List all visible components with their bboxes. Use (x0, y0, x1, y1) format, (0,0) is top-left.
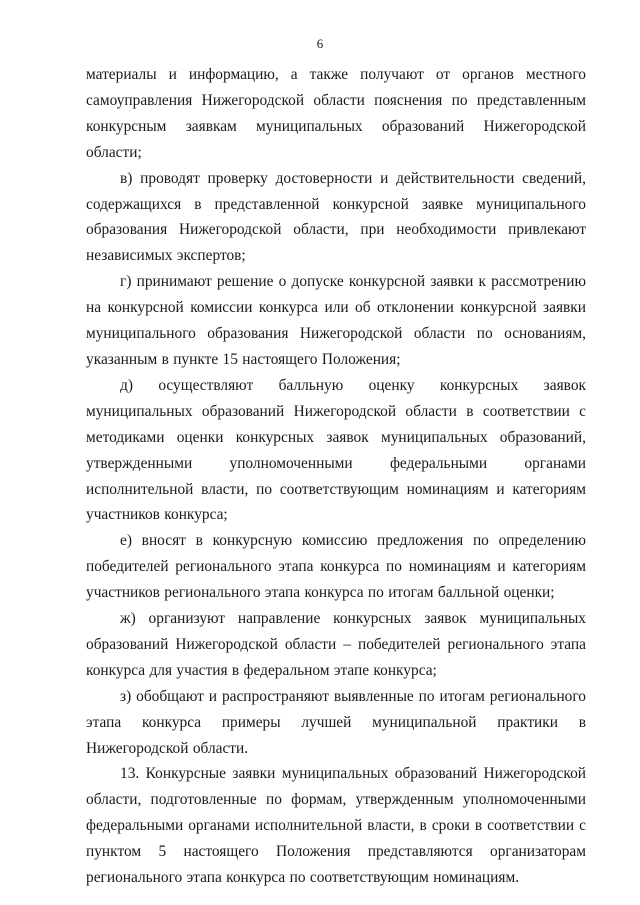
paragraph: материалы и информацию, а также получают от органов местного самоуправления Нижегородской области пояснения по представленным конкурсным заявкам муниципальных образований Нижегородской области; (86, 66, 586, 161)
paragraph: ж) организуют направление конкурсных заявок муниципальных образований Нижегородской области – победителей регионального этапа конкурса для участия в федеральном этапе конкурса; (86, 610, 586, 679)
document-body (86, 62, 586, 891)
paragraph: 13. Конкурсные заявки муниципальных образований Нижегородской области, подготовленные по формам, утвержденным уполномоченными федеральными органами исполнительной власти, в сроки в соответствии с пунктом 5 настоящего Положения представляются организаторам регионального этапа конкурса по соответствующим номинациям. (86, 765, 586, 887)
paragraph: е) вносят в конкурсную комиссию предложения по определению победителей регионального этапа конкурса по номинациям и категориям участников регионального этапа конкурса по итогам балльной оценки; (86, 532, 586, 602)
paragraph: з) обобщают и распространяют выявленные по итогам регионального этапа конкурса примеры лучшей муниципальной практики в Нижегородской области. (86, 687, 586, 757)
paragraph: г) принимают решение о допуске конкурсной заявки к рассмотрению на конкурсной комиссии конкурса или об отклонении конкурсной заявки муниципального образования Нижегородской области по основаниям, указанным в пункте 15 настоящего Положения; (86, 273, 586, 368)
paragraph: в) проводят проверку достоверности и действительности сведений, содержащихся в представленной конкурсной заявке муниципального образования Нижегородской области, при необходимости привлекают независимых экспертов; (86, 169, 586, 265)
page-number: 6 (316, 36, 324, 51)
paragraph: д) осуществляют балльную оценку конкурсных заявок муниципальных образований Нижегородской области в соответствии с методиками оценки конкурсных заявок муниципальных образований, утвержденными уполномоченными федеральными органами исполнительной власти, по соответствующим номинациям и категориям участников конкурса; (86, 376, 586, 524)
